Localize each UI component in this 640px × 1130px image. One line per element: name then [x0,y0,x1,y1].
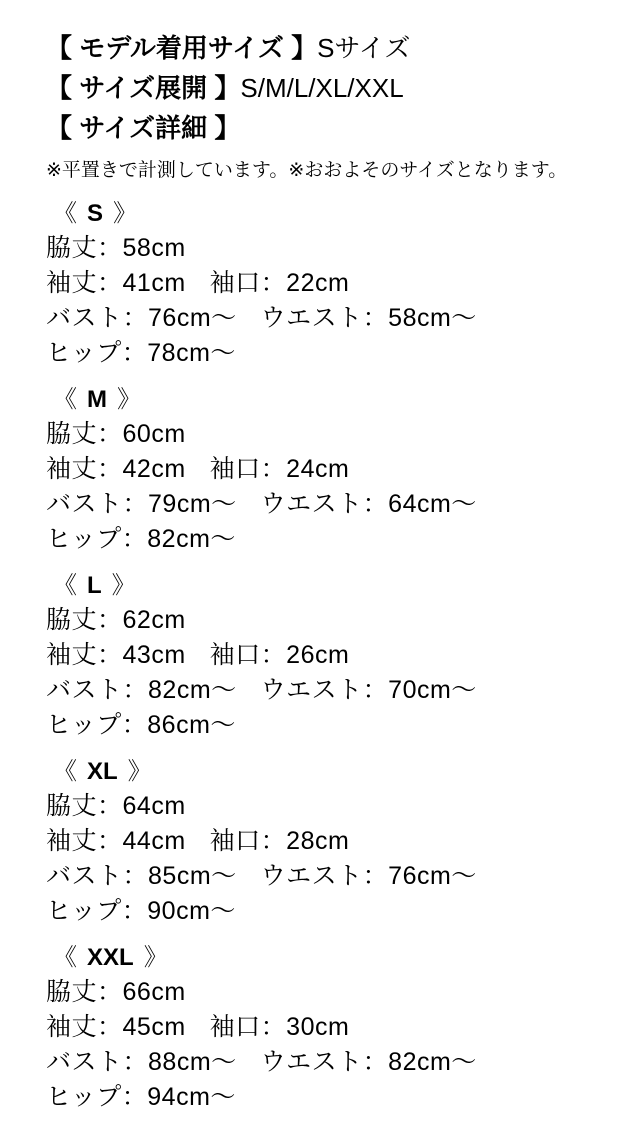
measurement-label: 袖口： [209,455,287,483]
measurement-label: 袖丈： [46,827,123,855]
size-section-heading [46,754,620,789]
measurement-label: 袖口： [209,1013,287,1041]
measurement-label: ヒップ： [46,897,148,925]
size-detail-label: 【 サイズ詳細 】 [46,113,241,143]
measurement-value: 76cm～ [148,304,237,332]
measurement-label: ウエスト： [260,304,389,332]
model-size-label: 【 モデル着用サイズ 】 [46,33,318,63]
size-label: L [87,572,102,599]
measurement-value: 58cm～ [388,304,477,332]
measurement-value: 43cm [122,641,186,669]
measurement-label: 袖丈： [46,455,123,483]
measurement-value: 60cm [122,420,186,448]
measurement-value: 22cm [286,269,350,297]
measurement-label: 袖丈： [46,641,123,669]
bust-waist-line [46,1045,620,1080]
measurement-value: 45cm [122,1013,186,1041]
measurement-value: 90cm～ [147,897,236,925]
measurement-label: 袖口： [209,269,287,297]
measurement-value: 24cm [286,455,350,483]
measurement-value: 76cm～ [388,862,477,890]
side-length-line [46,975,620,1010]
bust-waist-line [46,673,620,708]
section-close-bracket: 》 [127,758,152,785]
measurement-value: 94cm～ [147,1083,236,1111]
size-section-heading [46,940,620,975]
size-range-label: 【 サイズ展開 】 [46,73,241,103]
measurement-label: バスト： [46,1048,149,1076]
section-close-bracket: 》 [143,944,168,971]
measurement-label: 袖丈： [46,269,123,297]
measurement-value: 64cm～ [388,490,477,518]
measurement-value: 30cm [286,1013,350,1041]
measurement-label: ウエスト： [260,862,389,890]
size-detail-heading [46,108,620,148]
measurement-value: 28cm [286,827,350,855]
measurement-label: ヒップ： [46,525,148,553]
hip-line [46,336,620,371]
section-close-bracket: 》 [111,572,136,599]
size-label: XL [87,758,118,785]
measurement-label: ウエスト： [260,1048,389,1076]
measurement-label: ウエスト： [260,676,389,704]
size-range-value: S/M/L/XL/XXL [240,73,404,103]
model-size-value: Sサイズ [317,33,411,63]
measurement-label: 脇丈： [46,420,123,448]
measurement-label: 袖口： [209,641,287,669]
bust-waist-line [46,859,620,894]
side-length-line [46,231,620,266]
size-section-heading [46,196,620,231]
side-length-line [46,789,620,824]
size-section-heading [46,568,620,603]
size-section-s [46,196,620,371]
section-open-bracket: 《 [53,572,77,599]
bust-waist-line [46,487,620,522]
size-section-xxl [46,940,620,1115]
hip-line [46,708,620,743]
sleeve-line [46,638,620,673]
measurement-value: 26cm [286,641,350,669]
section-close-bracket: 》 [117,386,141,413]
size-label: XXL [87,944,134,971]
measurement-value: 70cm～ [388,676,477,704]
sleeve-line [46,1010,620,1045]
measurement-note: ※平置きで計測しています。※おおよそのサイズとなります。 [46,160,568,181]
hip-line [46,894,620,929]
measurement-label: 脇丈： [46,792,123,820]
measurement-label: ウエスト： [260,490,389,518]
measurement-value: 86cm～ [147,711,236,739]
size-section-l [46,568,620,743]
size-range-line [46,68,620,108]
size-label: S [87,200,104,227]
model-size-line [46,28,620,68]
measurement-label: バスト： [46,490,149,518]
measurement-value: 62cm [122,606,186,634]
hip-line [46,522,620,557]
measurement-label: 脇丈： [46,234,123,262]
measurement-label: ヒップ： [46,1083,148,1111]
section-open-bracket: 《 [53,386,77,413]
measurement-value: 82cm～ [147,525,236,553]
size-section-xl [46,754,620,929]
measurement-label: ヒップ： [46,339,148,367]
section-close-bracket: 》 [113,200,138,227]
measurement-label: バスト： [46,862,149,890]
measurement-label: 袖口： [209,827,287,855]
size-section-heading [46,382,620,417]
measurement-label: 脇丈： [46,978,123,1006]
measurement-label: 脇丈： [46,606,123,634]
size-section-m [46,382,620,557]
measurement-value: 88cm～ [148,1048,237,1076]
sleeve-line [46,266,620,301]
sleeve-line [46,452,620,487]
side-length-line [46,603,620,638]
hip-line [46,1080,620,1115]
sleeve-line [46,824,620,859]
section-open-bracket: 《 [53,200,77,227]
side-length-line [46,417,620,452]
measurement-label: バスト： [46,676,149,704]
measurement-value: 66cm [122,978,186,1006]
section-open-bracket: 《 [53,758,77,785]
measurement-value: 42cm [122,455,186,483]
bust-waist-line [46,301,620,336]
measurement-value: 82cm～ [148,676,237,704]
measurement-label: バスト： [46,304,149,332]
measurement-value: 79cm～ [148,490,237,518]
measurement-value: 85cm～ [148,862,237,890]
measurement-value: 58cm [122,234,186,262]
measurement-value: 44cm [122,827,186,855]
measurement-value: 64cm [122,792,186,820]
measurement-label: ヒップ： [46,711,148,739]
measurement-value: 78cm～ [147,339,236,367]
measurement-value: 82cm～ [388,1048,477,1076]
measurement-value: 41cm [122,269,186,297]
section-open-bracket: 《 [53,944,77,971]
measurement-label: 袖丈： [46,1013,123,1041]
size-label: M [87,386,107,413]
